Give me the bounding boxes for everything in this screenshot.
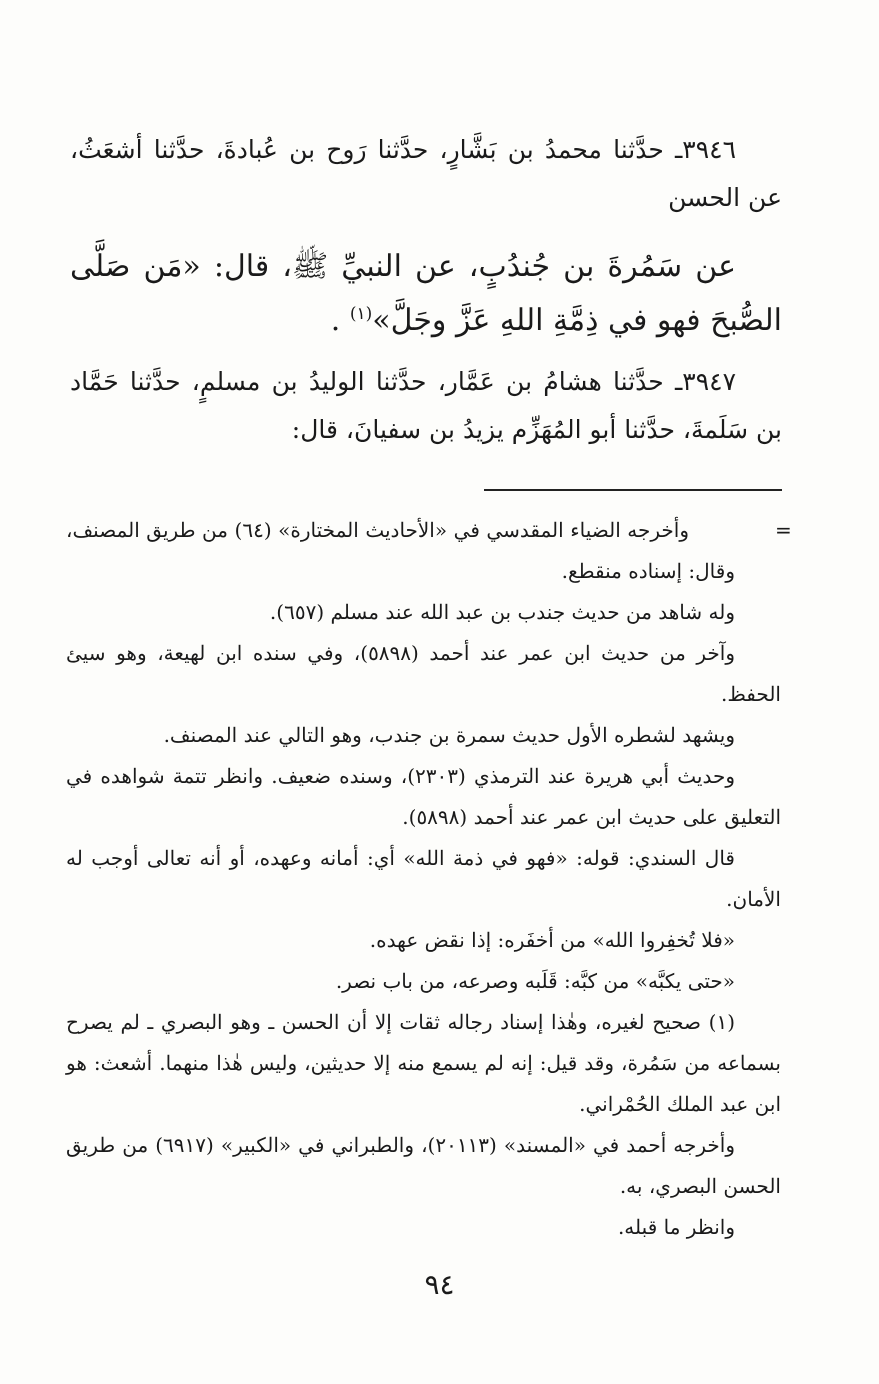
hadith-3947: [70, 358, 782, 454]
footnote-paragraph: وله شاهد من حديث جندب بن عبد الله عند مسلم (٦٥٧).: [269, 600, 735, 624]
footnote-paragraph: قال السندي: قوله: «فهو في ذمة الله» أي: أمانه وعهده، أو أنه تعالى أوجب له الأمان.: [66, 846, 781, 911]
hadith-3947-isnad: ٣٩٤٧ـ حدَّثنا هشامُ بن عَمَّار، حدَّثنا الوليدُ بن مسلمٍ، حدَّثنا حَمَّاد بن سَلَمةَ، حدَّثنا أبو المُهَزِّم يزيدُ بن سفيانَ، قال:: [70, 367, 782, 444]
hadith-3946-matn: [70, 240, 782, 348]
footnote-ref-1: (١): [349, 304, 373, 324]
footnote-1: (١) صحيح لغيره، وهٰذا إسناد رجاله ثقات إلا أن الحسن ـ وهو البصري ـ لم يصرح بسماعه من سَمُرة، وقد قيل: إنه لم يسمع منه إلا حديثين، وليس هٰذا منهما. أشعث: هو ابن عبد الملك الحُمْراني.: [66, 1010, 781, 1116]
hadith-3946: [70, 126, 782, 222]
footnote-paragraph: وحديث أبي هريرة عند الترمذي (٢٣٠٣)، وسنده ضعيف. وانظر تتمة شواهده في التعليق على حديث ابن عمر عند أحمد (٥٨٩٨).: [66, 764, 781, 829]
footnote-paragraph: ويشهد لشطره الأول حديث سمرة بن جندب، وهو التالي عند المصنف.: [163, 723, 735, 747]
footnote-paragraph: وأخرجه أحمد في «المسند» (٢٠١١٣)، والطبراني في «الكبير» (٦٩١٧) من طريق الحسن البصري، به.: [66, 1133, 781, 1198]
page-number: ٩٤: [424, 1268, 455, 1301]
hadith-3946-isnad: ٣٩٤٦ـ حدَّثنا محمدُ بن بَشَّارٍ، حدَّثنا رَوح بن عُبادةَ، حدَّثنا أشعَثُ، عن الحسن: [70, 135, 782, 212]
footnote-paragraph: وآخر من حديث ابن عمر عند أحمد (٥٨٩٨)، وفي سنده ابن لهيعة، وهو سيئ الحفظ.: [66, 641, 781, 706]
footnote-paragraph: وانظر ما قبله.: [617, 1215, 735, 1239]
footnote-paragraph: «حتى يكبَّه» من كبَّه: قَلَبه وصرعه، من باب نصر.: [335, 969, 735, 993]
matn-end: .: [330, 303, 350, 338]
footnote-paragraph: «فلا تُخفِروا الله» من أخفَره: إذا نقض عهده.: [369, 928, 735, 952]
hadith-3946-matn-text: [70, 240, 782, 348]
footnote-divider: [484, 489, 782, 491]
footnote-paragraph: وأخرجه الضياء المقدسي في «الأحاديث المختارة» (٦٤) من طريق المصنف، وقال: إسناده منقطع.: [66, 518, 735, 583]
matn-text: عن سَمُرةَ بن جُندُبٍ، عن النبيِّ ﷺ، قال: «مَن صَلَّى الصُّبحَ فهو في ذِمَّةِ اللهِ عَزَّ وجَلَّ»: [70, 249, 782, 338]
continuation-mark: =: [775, 518, 792, 542]
footnotes: [66, 510, 781, 1248]
